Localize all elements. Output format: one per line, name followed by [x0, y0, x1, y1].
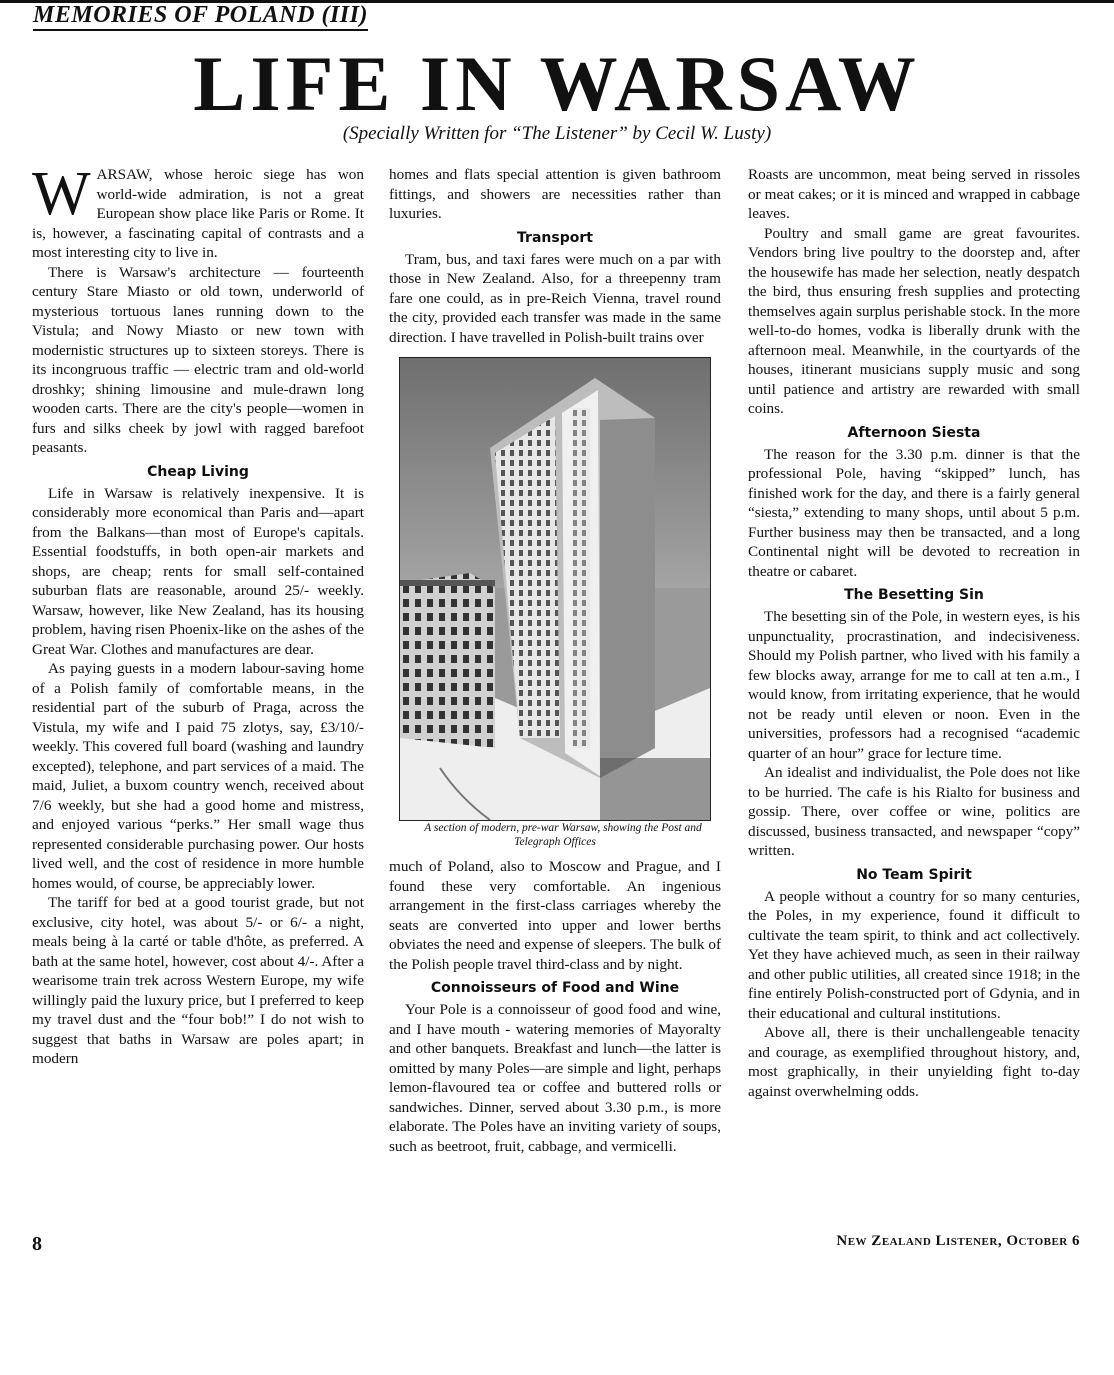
article-column-3 — [748, 165, 1080, 1101]
publication-footer: New Zealand Listener, October 6 — [836, 1233, 1080, 1249]
subheading-no-team-spirit: No Team Spirit — [856, 866, 972, 883]
paragraph: There is Warsaw's architecture — fourteenth century Stare Miasto or old town, underworld of mysterious tortuous lanes running down to the Vistula; and Nowy Miasto or new town with modernistic structures up to sixteen storeys. There is its incongruous traffic — electric tram and old-world droshky; shining limousine and mule-drawn long wooden carts. There are the city's people—women in furs and silks cheek by jowl with ragged barefoot peasants. — [32, 263, 364, 456]
building-photo — [399, 357, 711, 821]
article-column-1 — [32, 160, 364, 1069]
page-number: 8 — [32, 1233, 42, 1255]
paragraph: Roasts are uncommon, meat being served in rissoles or meat cakes; or it is minced and wrapped in cabbage leaves. — [748, 166, 1080, 222]
article-title: LIFE IN WARSAW — [193, 40, 921, 127]
subheading-cheap-living: Cheap Living — [147, 463, 249, 480]
photo-figure — [389, 357, 721, 849]
drop-cap: W — [32, 160, 91, 228]
paragraph: The tariff for bed at a good tourist grade, but not exclusive, city hotel, was about 5/- or 6/- a night, meals being à la carté or table d'hôte, as preferred. A bath at the same hotel, however, cost about 4/-. After a wearisome train trek across Western Europe, my wife willingly paid the luxury price, but I preferred to keep my travel dust and the “four bob!” I do not wish to suggest that baths in Warsaw are poles apart; in modern — [32, 894, 364, 1067]
series-title: MEMORIES OF POLAND (III) — [33, 2, 368, 31]
paragraph: Life in Warsaw is relatively inexpensive. It is considerably more economical than Paris and—apart from the Balkans—than most of Europe's capitals. Essential foodstuffs, in both open-air markets and shops, are cheap; rents for small self-contained suburban flats are reasonable, around 25/- weekly. Warsaw, however, like New Zealand, has its housing problem, having risen Phoenix-like on the ashes of the Great War. Clothes and manufactures are dear. — [32, 484, 364, 658]
paragraph: A people without a country for so many centuries, the Poles, in my experience, found it difficult to cultivate the team spirit, to think and act collectively. Yet they have achieved much, as seen in their railway and other public utilities, all created since 1918; in the fine entirely Polish-constructed port of Gdynia, and in their educational and cultural institutions. — [748, 887, 1080, 1022]
paragraph: homes and flats special attention is given bathroom fittings, and showers are necessities rather than luxuries. — [389, 166, 721, 222]
paragraph-text: ARSAW, whose heroic siege has won world-wide admiration, is not a great European show place like Paris or Rome. It is, however, a fascinating capital of contrasts and a most interesting city to live in. — [32, 166, 364, 261]
article-column-2 — [389, 165, 721, 1156]
subheading-afternoon-siesta: Afternoon Siesta — [847, 424, 981, 441]
subheading-besetting-sin: The Besetting Sin — [844, 587, 984, 603]
paragraph: An idealist and individualist, the Pole does not like to be hurried. The cafe is his Rialto for business and gossip. There, over coffee or wine, politics are discussed, business transacted, and newspaper “copy” written. — [748, 764, 1080, 859]
paragraph: The besetting sin of the Pole, in western eyes, is his unpunctuality, procrastination, and indecisiveness. Should my Polish partner, who lived with his family a few blocks away, arrange for me to call at ten a.m., I would know, from irritating experience, that he would not be ready until eleven or noon. Even in the universities, professors had a recognised “academic quarter of an hour” grace for lecture time. — [748, 608, 1080, 762]
paragraph: Above all, there is their unchallengeable tenacity and courage, as exemplified throughout history, and, most graphically, in their unyielding fight to-day against overwhelming odds. — [748, 1024, 1080, 1100]
subheading-transport: Transport — [517, 229, 593, 246]
subheading-connoisseurs: Connoisseurs of Food and Wine — [430, 980, 680, 996]
paragraph: As paying guests in a modern labour-saving home of a Polish family of comfortable means, in the residential part of the suburb of Praga, across the Vistula, my wife and I paid 75 zlotys, say, £3/10/- weekly. This covered full board (washing and laundry excepted), telephone, and part services of a maid. The maid, Juliet, a buxom country wench, received about 7/6 weekly, but she had a good home and mistress, and enjoyed various “perks.” Her small wage thus represented considerable purchasing power. Our hosts lived well, and the cost of residence in more humble homes would, of course, be appreciably lower. — [32, 660, 364, 892]
paragraph — [32, 160, 364, 263]
paragraph: Poultry and small game are great favourites. Vendors bring live poultry to the doorstep and, after the housewife has made her selection, neatly despatch the bird, thus ensuring fresh supplies and protecting themselves again surplus perishable stock. In the more well-to-do homes, vodka is liberally drunk with the afternoon meal. Meanwhile, in the courtyards of the houses, itinerant musicians supply music and song until patience and artistry are rewarded with small coins. — [748, 224, 1080, 417]
paragraph: Tram, bus, and taxi fares were much on a par with those in New Zealand. Also, for a threepenny tram fare one could, as in pre-Reich Vienna, travel round the city, provided each transfer was made in the same direction. I have travelled in Polish-built trains over — [389, 250, 721, 346]
paragraph: much of Poland, also to Moscow and Prague, and I found these very comfortable. An ingenious arrangement in the first-class carriages whereby the seats are converted into upper and lower berths obviates the need and expense of sleepers. The bulk of the Polish people travel third-class and by night. — [389, 858, 721, 973]
photo-caption: A section of modern, pre-war Warsaw, showing the Post and Telegraph Offices — [424, 822, 702, 848]
paragraph: The reason for the 3.30 p.m. dinner is that the professional Pole, having “skipped” lunch, has finished work for the day, and there is a fairly general “siesta,” extending to many shops, until about 5 p.m. Further business may then be transacted, and a long Continental night will be devoted to recreation in theatre or cabaret. — [748, 445, 1080, 580]
paragraph: Your Pole is a connoisseur of good food and wine, and I have mouth - watering memories of Mayoralty and other banquets. Breakfast and lunch—the latter is omitted by many Poles—are simple and light, perhaps lemon-flavoured tea or coffee and buttered rolls or sandwiches. Dinner, served about 3.30 p.m., is more elaborate. The Poles have an inviting variety of soups, such as beetroot, fruit, cabbage, and vermicelli. — [389, 1001, 721, 1155]
byline: (Specially Written for “The Listener” by Cecil W. Lusty) — [342, 123, 772, 144]
